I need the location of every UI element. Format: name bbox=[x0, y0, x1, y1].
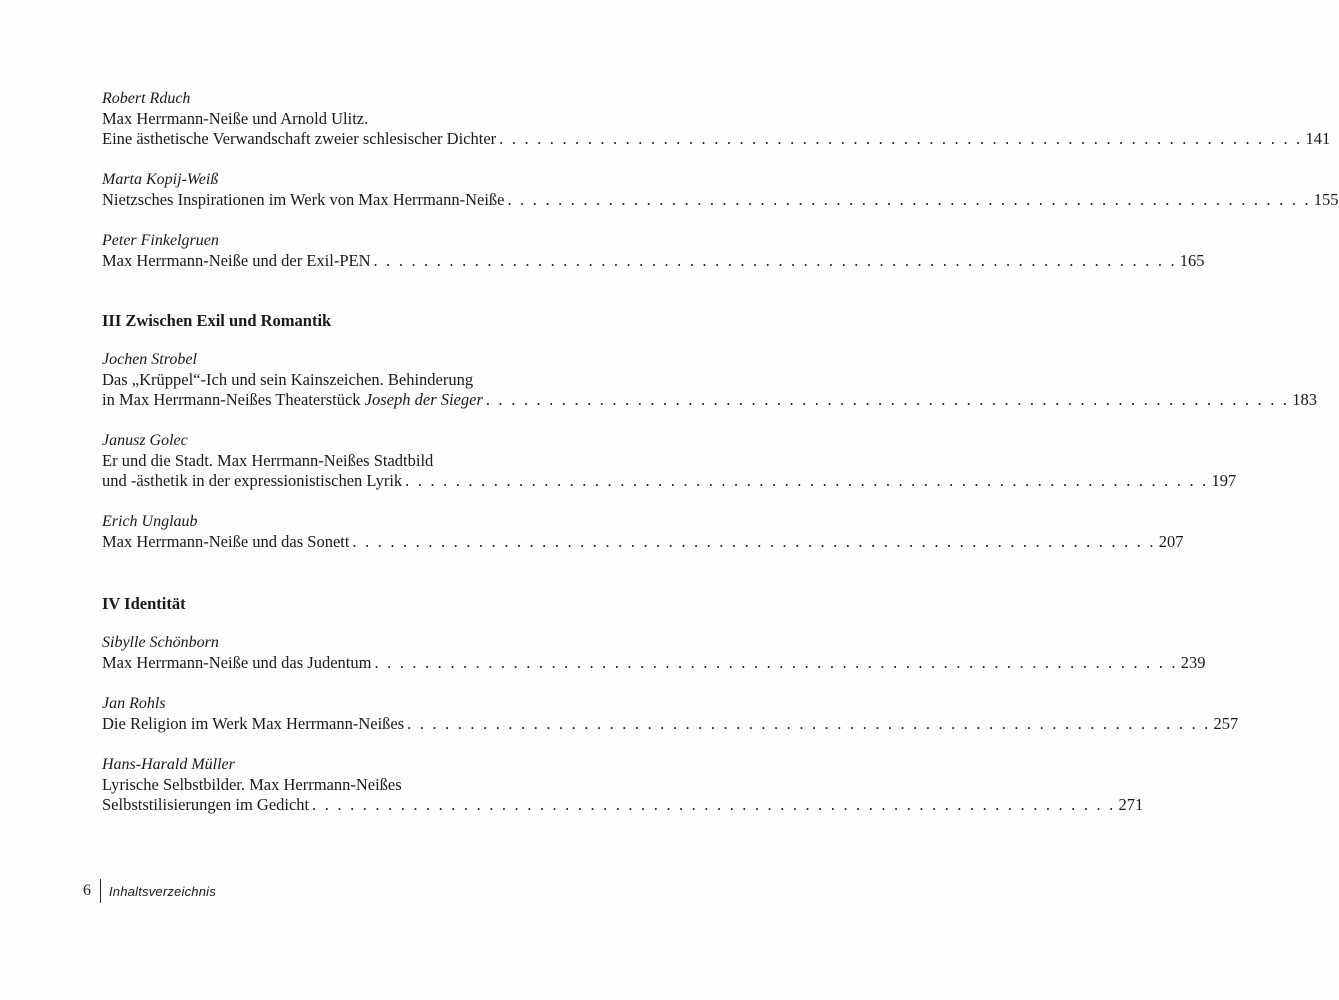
section-heading: III Zwischen Exil und Romantik bbox=[102, 311, 332, 330]
leader-dots: . . . . . . . . . . . . . . . . . . . . . . . . . . . . . . . . . . . . . . . . . . . . . . . . . . . . . . . . . . . . . . . . bbox=[373, 251, 1177, 270]
entry-title-italic: Joseph der Sieger bbox=[364, 390, 483, 409]
toc-entry bbox=[102, 755, 1144, 815]
entry-title-text: und -ästhetik in der expressionistischen Lyrik bbox=[102, 471, 403, 490]
entry-title-last-line bbox=[102, 653, 1206, 673]
leader-dots: . . . . . . . . . . . . . . . . . . . . . . . . . . . . . . . . . . . . . . . . . . . . . . . . . . . . . . . . . . . . . . . . bbox=[485, 390, 1290, 409]
leader-dots: . . . . . . . . . . . . . . . . . . . . . . . . . . . . . . . . . . . . . . . . . . . . . . . . . . . . . . . . . . . . . . . . bbox=[405, 471, 1209, 490]
entry-title-line: Er und die Stadt. Max Herrmann-Neißes Stadtbild bbox=[102, 451, 434, 470]
leader-dots: . . . . . . . . . . . . . . . . . . . . . . . . . . . . . . . . . . . . . . . . . . . . . . . . . . . . . . . . . . . . . . . . bbox=[499, 129, 1303, 148]
entry-title-text: Max Herrmann-Neiße und der Exil-PEN bbox=[102, 251, 371, 270]
entry-author: Jochen Strobel bbox=[102, 351, 197, 368]
entry-page-number: 183 bbox=[1292, 390, 1317, 409]
entry-title-last-line bbox=[102, 795, 1144, 815]
footer-running-title: Inhaltsverzeichnis bbox=[109, 883, 216, 899]
entry-title-text: Selbststilisierungen im Gedicht bbox=[102, 795, 310, 814]
entry-title-last-line bbox=[102, 532, 1184, 552]
entry-author: Marta Kopij-Weiß bbox=[102, 171, 219, 188]
entry-title-last-line bbox=[102, 390, 1317, 410]
toc-entry bbox=[102, 512, 1184, 552]
entry-page-number: 165 bbox=[1179, 251, 1205, 270]
entry-title-line: Max Herrmann-Neiße und Arnold Ulitz. bbox=[102, 109, 369, 128]
toc-entry bbox=[102, 633, 1206, 673]
toc-entry bbox=[102, 170, 1339, 210]
toc-entry bbox=[102, 694, 1239, 734]
entry-title-line: Lyrische Selbstbilder. Max Herrmann-Neißes bbox=[102, 775, 402, 794]
leader-dots: . . . . . . . . . . . . . . . . . . . . . . . . . . . . . . . . . . . . . . . . . . . . . . . . . . . . . . . . . . . . . . . . bbox=[352, 532, 1156, 551]
entry-page-number: 197 bbox=[1211, 471, 1237, 490]
toc-entry bbox=[102, 350, 1317, 410]
entry-author: Hans-Harald Müller bbox=[102, 756, 235, 773]
entry-title-text: Die Religion im Werk Max Herrmann-Neißes bbox=[102, 714, 405, 733]
entry-author: Sibylle Schönborn bbox=[102, 634, 219, 651]
leader-dots: . . . . . . . . . . . . . . . . . . . . . . . . . . . . . . . . . . . . . . . . . . . . . . . . . . . . . . . . . . . . . . . . bbox=[407, 714, 1211, 733]
toc-entry bbox=[102, 89, 1331, 149]
entry-author: Erich Unglaub bbox=[102, 513, 198, 530]
entry-title-roman: in Max Herrmann-Neißes Theaterstück bbox=[102, 390, 361, 409]
section-heading: IV Identität bbox=[102, 594, 186, 613]
entry-page-number: 207 bbox=[1158, 532, 1184, 551]
entry-title-text: Nietzsches Inspirationen im Werk von Max Herrmann-Neiße bbox=[102, 190, 505, 209]
entry-title-text: Max Herrmann-Neiße und das Judentum bbox=[102, 653, 372, 672]
entry-title-last-line bbox=[102, 129, 1331, 149]
entry-author: Jan Rohls bbox=[102, 695, 166, 712]
leader-dots: . . . . . . . . . . . . . . . . . . . . . . . . . . . . . . . . . . . . . . . . . . . . . . . . . . . . . . . . . . . . . . . . bbox=[312, 795, 1116, 814]
footer-page-number: 6 bbox=[83, 882, 91, 899]
entry-page-number: 155 bbox=[1313, 190, 1339, 209]
page-footer bbox=[83, 879, 216, 903]
toc-entry bbox=[102, 431, 1237, 491]
leader-dots: . . . . . . . . . . . . . . . . . . . . . . . . . . . . . . . . . . . . . . . . . . . . . . . . . . . . . . . . . . . . . . . . bbox=[374, 653, 1178, 672]
entry-page-number: 257 bbox=[1213, 714, 1239, 733]
entry-title-text: Eine ästhetische Verwandschaft zweier schlesischer Dichter bbox=[102, 129, 497, 148]
entry-author: Robert Rduch bbox=[102, 90, 191, 107]
toc-entry bbox=[102, 231, 1205, 271]
leader-dots: . . . . . . . . . . . . . . . . . . . . . . . . . . . . . . . . . . . . . . . . . . . . . . . . . . . . . . . . . . . . . . . . bbox=[507, 190, 1311, 209]
entry-title-text: Max Herrmann-Neiße und das Sonett bbox=[102, 532, 350, 551]
entry-page-number: 141 bbox=[1305, 129, 1331, 148]
entry-page-number: 271 bbox=[1118, 795, 1144, 814]
entry-author: Janusz Golec bbox=[102, 432, 188, 449]
entry-title-last-line bbox=[102, 190, 1339, 210]
entry-title-last-line bbox=[102, 714, 1239, 734]
entry-title-text bbox=[102, 390, 483, 410]
footer-divider bbox=[100, 879, 101, 903]
entry-title-last-line bbox=[102, 471, 1237, 491]
entry-title-line: Das „Krüppel“-Ich und sein Kainszeichen. Behinderung bbox=[102, 370, 474, 389]
entry-author: Peter Finkelgruen bbox=[102, 232, 219, 249]
entry-title-last-line bbox=[102, 251, 1205, 271]
entry-page-number: 239 bbox=[1180, 653, 1206, 672]
